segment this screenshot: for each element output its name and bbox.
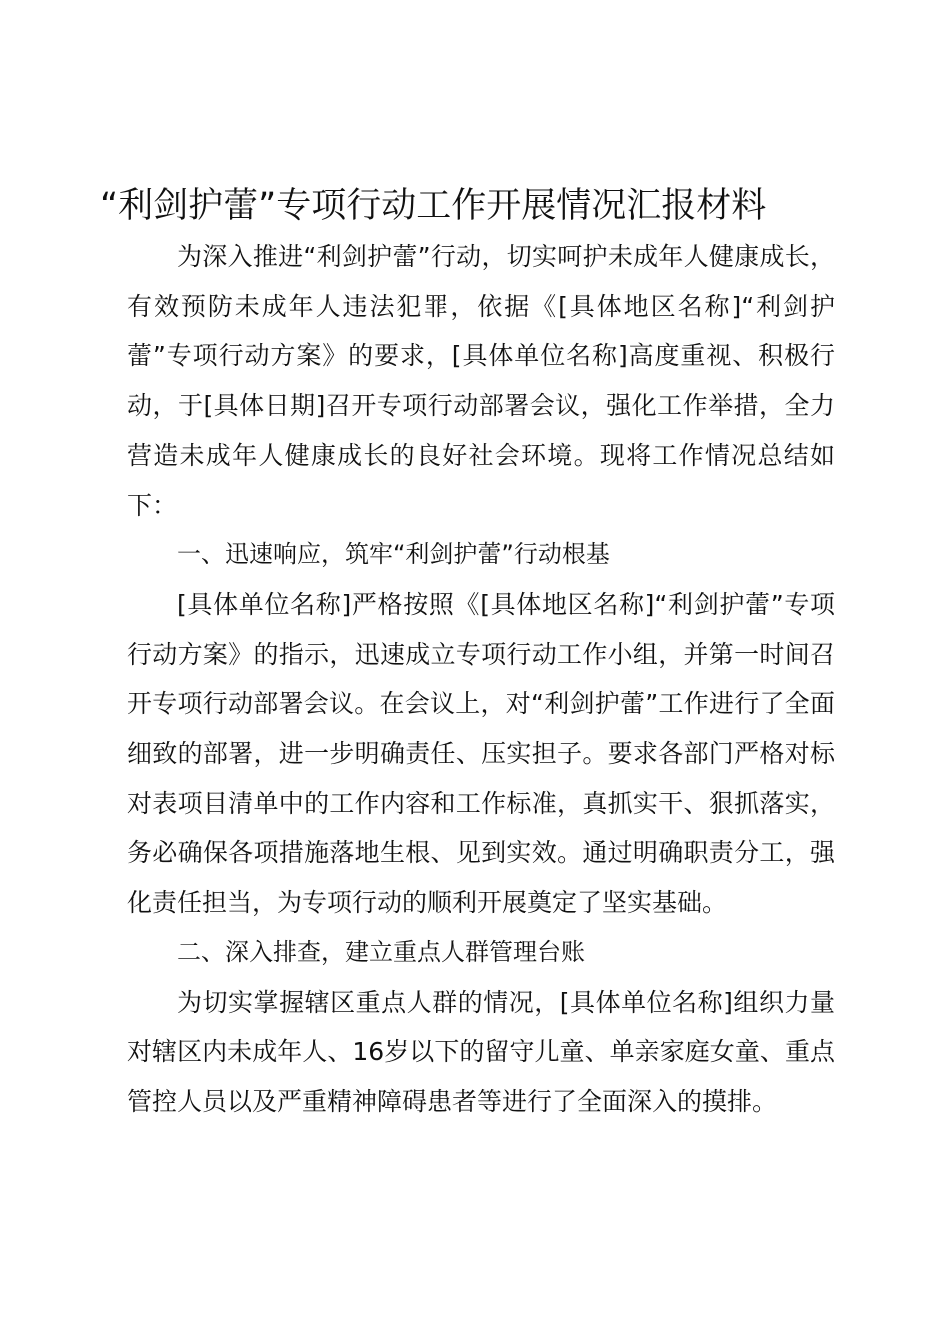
document-title: “利剑护蕾”专项行动工作开展情况汇报材料 bbox=[100, 186, 767, 226]
section-paragraph-2: 为切实掌握辖区重点人群的情况，[具体单位名称]组织力量对辖区内未成年人、16岁以下的留守儿童、单亲家庭女童、重点管控人员以及严重精神障碍患者等进行了全面深入的摸排。 bbox=[127, 987, 835, 1116]
section-heading-1: 一、迅速响应，筑牢“利剑护蕾”行动根基 bbox=[177, 540, 610, 569]
section-heading-2: 二、深入排查，建立重点人群管理台账 bbox=[177, 937, 585, 966]
intro-paragraph: 为深入推进“利剑护蕾”行动，切实呵护未成年人健康成长，有效预防未成年人违法犯罪，依据《[具体地区名称]“利剑护蕾”专项行动方案》的要求，[具体单位名称]高度重视、积极行动，于[具体日期]召开专项行动部署会议，强化工作举措，全力营造未成年人健康成长的良好社会环境。现将工作情况总结如下： bbox=[127, 242, 835, 520]
section-paragraph-1: [具体单位名称]严格按照《[具体地区名称]“利剑护蕾”专项行动方案》的指示，迅速成立专项行动工作小组，并第一时间召开专项行动部署会议。在会议上，对“利剑护蕾”工作进行了全面细致的部署，进一步明确责任、压实担子。要求各部门严格对标对表项目清单中的工作内容和工作标准，真抓实干、狠抓落实，务必确保各项措施落地生根、见到实效。通过明确职责分工，强化责任担当，为专项行动的顺利开展奠定了坚实基础。 bbox=[127, 589, 835, 918]
document-body bbox=[127, 232, 835, 1127]
